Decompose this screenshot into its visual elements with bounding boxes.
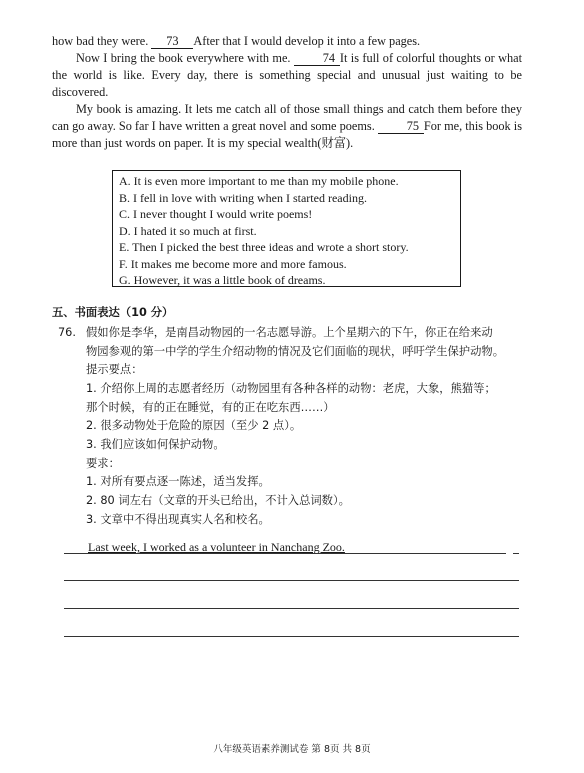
section-title: 五、书面表达（10 分） <box>52 306 174 319</box>
requirement-2: 2. 80 词左右（文章的开头已给出，不计入总词数）。 <box>86 494 350 507</box>
passage-paragraph-1 <box>52 33 522 50</box>
passage-paragraph-2 <box>52 50 522 101</box>
paragraph-3-before: My book is amazing. It lets me catch all of those small things and catch them before they can go away. So far I have written a great novel and some poems. <box>52 102 522 133</box>
prompt-line-1: 假如你是李华，是南昌动物园的一名志愿导游。上个星期六的下午，你正在给来动 <box>86 326 493 339</box>
blank-73[interactable]: 73 <box>151 34 193 49</box>
option-d: D. I hated it so much at first. <box>119 223 257 238</box>
paragraph-2-before: Now I bring the book everywhere with me. <box>76 51 294 65</box>
requirements-title: 要求： <box>86 457 120 470</box>
question-number: 76. <box>58 326 76 339</box>
hint-1-line-1: 1. 介绍你上周的志愿者经历（动物园里有各种各样的动物：老虎，大象，熊猫等； <box>86 382 496 395</box>
option-g: G. However, it was a little book of dreams. <box>119 273 326 287</box>
writing-line-3[interactable] <box>64 608 519 609</box>
paragraph-3-after: For me, this book is more than just words on paper. It is my special wealth(财富). <box>52 119 522 150</box>
option-a: A. It is even more important to me than my mobile phone. <box>119 174 399 188</box>
hint-1-line-2: 那个时候，有的正在睡觉，有的正在吃东西……） <box>86 401 335 414</box>
option-e: E. Then I picked the best three ideas and wrote a short story. <box>119 240 409 254</box>
paragraph-2-after: It is full of colorful thoughts or what the world is like. Every day, there is something special and unusual just waiting to be discovered. <box>52 51 522 99</box>
options-box <box>112 170 461 287</box>
page-footer: 八年级英语素养测试卷 第 8页 共 8页 <box>213 744 371 755</box>
passage-paragraph-3 <box>52 101 522 152</box>
blank-75[interactable]: 75 <box>378 119 424 134</box>
writing-line-1-tail <box>513 553 519 554</box>
writing-line-4[interactable] <box>64 636 519 637</box>
option-c: C. I never thought I would write poems! <box>119 207 313 221</box>
requirement-3: 3. 文章中不得出现真实人名和校名。 <box>86 513 270 526</box>
writing-line-1[interactable] <box>64 553 506 554</box>
paragraph-1-before: how bad they were. <box>52 34 152 48</box>
prompt-line-2: 物园参观的第一中学的学生介绍动物的情况及它们面临的现状，呼吁学生保护动物。 <box>86 345 504 358</box>
writing-line-2[interactable] <box>64 580 519 581</box>
option-b: B. I fell in love with writing when I started reading. <box>119 190 367 205</box>
essay-starter-sentence: Last week, I worked as a volunteer in Nanchang Zoo. <box>88 540 345 554</box>
blank-74[interactable]: 74 <box>294 51 340 66</box>
requirement-1: 1. 对所有要点逐一陈述，适当发挥。 <box>86 475 270 488</box>
hint-2: 2. 很多动物处于危险的原因（至少 2 点）。 <box>86 419 302 432</box>
hint-3: 3. 我们应该如何保护动物。 <box>86 438 225 451</box>
hints-title: 提示要点： <box>86 363 143 376</box>
paragraph-1-after: After that I would develop it into a few pages. <box>193 34 421 48</box>
option-f: F. It makes me become more and more famous. <box>119 256 347 271</box>
